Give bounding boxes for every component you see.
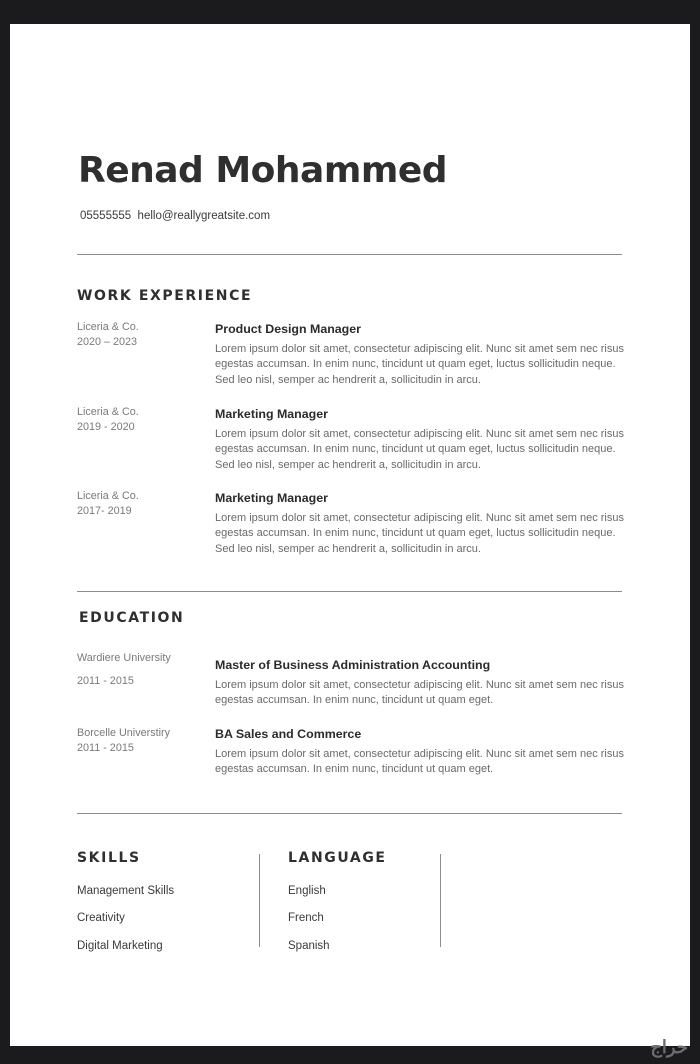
language-heading: LANGUAGE: [288, 850, 387, 866]
divider: [77, 591, 622, 592]
candidate-name: Renad Mohammed: [78, 150, 448, 191]
contact-info: 05555555 hello@reallygreatsite.com: [80, 210, 271, 222]
education-school: Borcelle Universtiry: [77, 727, 170, 739]
education-meta: [77, 651, 171, 689]
language-item: English: [288, 885, 326, 897]
education-description: Lorem ipsum dolor sit amet, consectetur adipiscing elit. Nunc sit amet sem nec risus egestas accumsan. In enim nunc, tincidunt ut quam eget.: [215, 748, 624, 776]
work-role: Marketing Manager: [215, 407, 328, 421]
work-dates: 2020 – 2023: [77, 336, 138, 348]
skill-item: Management Skills: [77, 885, 175, 897]
column-divider: [259, 854, 260, 947]
work-meta: [77, 489, 139, 519]
work-role: Product Design Manager: [215, 322, 361, 336]
skills-heading: SKILLS: [77, 850, 141, 866]
resume-page: [10, 24, 690, 1046]
education-school: Wardiere University: [77, 652, 171, 664]
education-degree: BA Sales and Commerce: [215, 727, 362, 741]
work-dates: 2017- 2019: [77, 505, 132, 517]
work-meta: [77, 405, 139, 435]
language-item: Spanish: [288, 940, 330, 952]
skill-item: Digital Marketing: [77, 940, 163, 952]
education-dates: 2011 - 2015: [77, 675, 134, 687]
education-description: Lorem ipsum dolor sit amet, consectetur adipiscing elit. Nunc sit amet sem nec risus egestas accumsan. In enim nunc, tincidunt ut quam eget.: [215, 679, 624, 707]
work-meta: [77, 320, 139, 350]
education-entry: [215, 658, 625, 709]
work-entry: [215, 491, 625, 557]
work-role: Marketing Manager: [215, 491, 328, 505]
divider: [77, 813, 622, 814]
work-company: Liceria & Co.: [77, 321, 139, 333]
work-dates: 2019 - 2020: [77, 421, 135, 433]
work-description: Lorem ipsum dolor sit amet, consectetur adipiscing elit. Nunc sit amet sem nec risus egestas accumsan. In enim nunc, tincidunt ut quam eget, luctus sollicitudin neque. Sed leo nisl, semper ac hendrerit a, sollicitudin in arcu.: [215, 512, 624, 555]
work-description: Lorem ipsum dolor sit amet, consectetur adipiscing elit. Nunc sit amet sem nec risus egestas accumsan. In enim nunc, tincidunt ut quam eget, luctus sollicitudin neque. Sed leo nisl, semper ac hendrerit a, sollicitudin in arcu.: [215, 428, 624, 471]
language-item: French: [288, 912, 324, 924]
work-entry: [215, 322, 625, 388]
education-degree: Master of Business Administration Accounting: [215, 658, 491, 672]
education-entry: [215, 727, 625, 778]
work-company: Liceria & Co.: [77, 406, 139, 418]
divider: [77, 254, 622, 255]
education-dates: 2011 - 2015: [77, 742, 134, 754]
education-meta: [77, 726, 170, 756]
work-entry: [215, 407, 625, 473]
education-heading: EDUCATION: [79, 610, 185, 626]
skill-item: Creativity: [77, 912, 125, 924]
work-experience-heading: WORK EXPERIENCE: [77, 288, 253, 304]
work-company: Liceria & Co.: [77, 490, 139, 502]
watermark-logo: حراج: [650, 1037, 688, 1057]
work-description: Lorem ipsum dolor sit amet, consectetur adipiscing elit. Nunc sit amet sem nec risus egestas accumsan. In enim nunc, tincidunt ut quam eget, luctus sollicitudin neque. Sed leo nisl, semper ac hendrerit a, sollicitudin in arcu.: [215, 343, 624, 386]
column-divider: [440, 854, 441, 947]
